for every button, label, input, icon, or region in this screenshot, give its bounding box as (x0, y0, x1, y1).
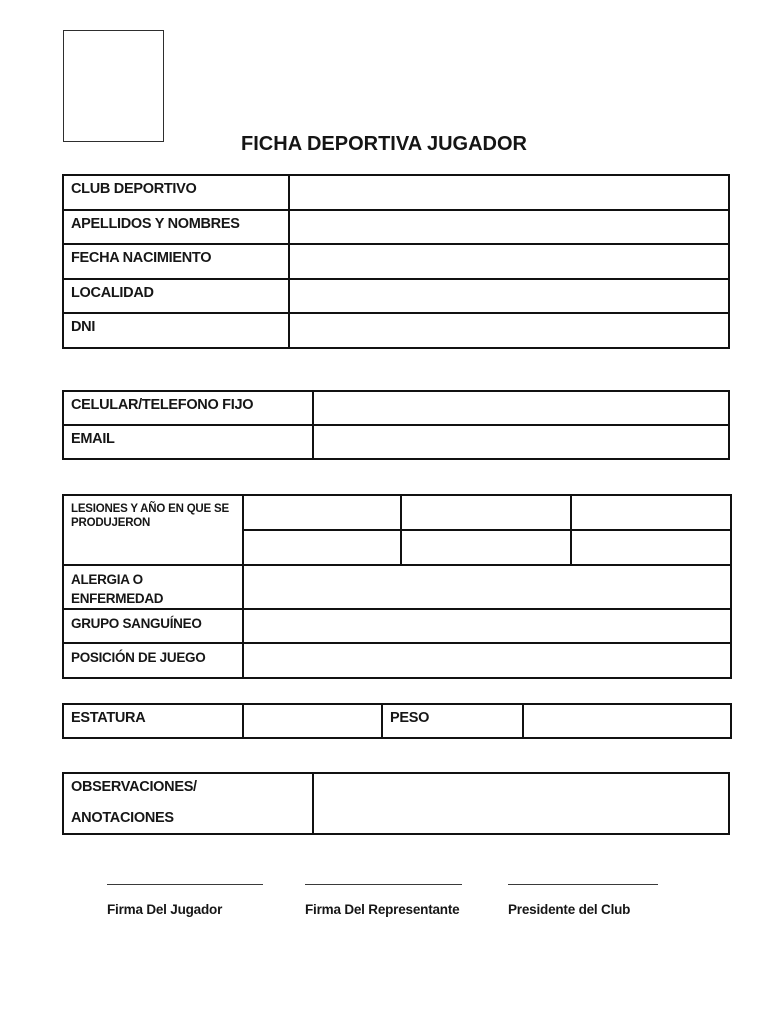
club-deportivo-label: CLUB DEPORTIVO (63, 175, 289, 210)
signature-line-representante (305, 884, 462, 885)
signature-line-presidente (508, 884, 658, 885)
table-row (63, 175, 729, 210)
medical-table (62, 494, 732, 679)
injury-input-cell-2[interactable] (401, 495, 571, 530)
table-row (63, 609, 731, 644)
apellidos-nombres-input-cell[interactable] (289, 210, 729, 245)
dni-input-cell[interactable] (289, 313, 729, 348)
apellidos-nombres-label: APELLIDOS Y NOMBRES (63, 210, 289, 245)
injury-input-cell-1[interactable] (243, 495, 401, 530)
photo-placeholder-box (63, 30, 164, 142)
table-row (63, 391, 729, 425)
peso-input-cell[interactable] (523, 704, 731, 738)
observaciones-label-line2: ANOTACIONES (71, 810, 174, 826)
injury-input-cell-4[interactable] (243, 530, 401, 565)
table-row (63, 773, 729, 834)
observaciones-label-line1: OBSERVACIONES/ (71, 779, 197, 795)
email-label: EMAIL (63, 425, 313, 459)
table-row (63, 565, 731, 609)
observaciones-input-cell[interactable] (313, 773, 729, 834)
fecha-nacimiento-input-cell[interactable] (289, 244, 729, 279)
grupo-sanguineo-input-cell[interactable] (243, 609, 731, 644)
table-row (63, 704, 731, 738)
observations-table (62, 772, 730, 835)
injury-input-cell-3[interactable] (571, 495, 731, 530)
estatura-input-cell[interactable] (243, 704, 382, 738)
alergia-enfermedad-label: ALERGIA O ENFERMEDAD (63, 565, 243, 609)
club-deportivo-input-cell[interactable] (289, 175, 729, 210)
table-row (63, 279, 729, 314)
table-row (63, 244, 729, 279)
signature-block-presidente (508, 884, 658, 917)
injury-input-cell-6[interactable] (571, 530, 731, 565)
table-row (63, 495, 731, 530)
alergia-enfermedad-input-cell[interactable] (243, 565, 731, 609)
dni-label: DNI (63, 313, 289, 348)
posicion-juego-label: POSICIÓN DE JUEGO (63, 643, 243, 678)
table-row (63, 643, 731, 678)
peso-label: PESO (382, 704, 523, 738)
injury-input-cell-5[interactable] (401, 530, 571, 565)
signature-block-representante (305, 884, 462, 917)
measurements-table (62, 703, 732, 739)
email-input-cell[interactable] (313, 425, 729, 459)
posicion-juego-input-cell[interactable] (243, 643, 731, 678)
signature-line-jugador (107, 884, 263, 885)
fecha-nacimiento-label: FECHA NACIMIENTO (63, 244, 289, 279)
contact-table (62, 390, 730, 460)
table-row (63, 210, 729, 245)
observaciones-label (63, 773, 313, 834)
localidad-label: LOCALIDAD (63, 279, 289, 314)
signature-label-jugador: Firma Del Jugador (107, 902, 223, 917)
table-row (63, 425, 729, 459)
signature-label-presidente: Presidente del Club (508, 902, 631, 917)
table-row (63, 313, 729, 348)
lesiones-label: LESIONES Y AÑO EN QUE SE PRODUJERON (63, 495, 243, 565)
grupo-sanguineo-label: GRUPO SANGUÍNEO (63, 609, 243, 644)
signature-block-jugador (107, 884, 263, 917)
personal-info-table (62, 174, 730, 349)
celular-telefono-input-cell[interactable] (313, 391, 729, 425)
localidad-input-cell[interactable] (289, 279, 729, 314)
form-title: FICHA DEPORTIVA JUGADOR (241, 133, 527, 155)
estatura-label: ESTATURA (63, 704, 243, 738)
signature-label-representante: Firma Del Representante (305, 902, 460, 917)
celular-telefono-label: CELULAR/TELEFONO FIJO (63, 391, 313, 425)
